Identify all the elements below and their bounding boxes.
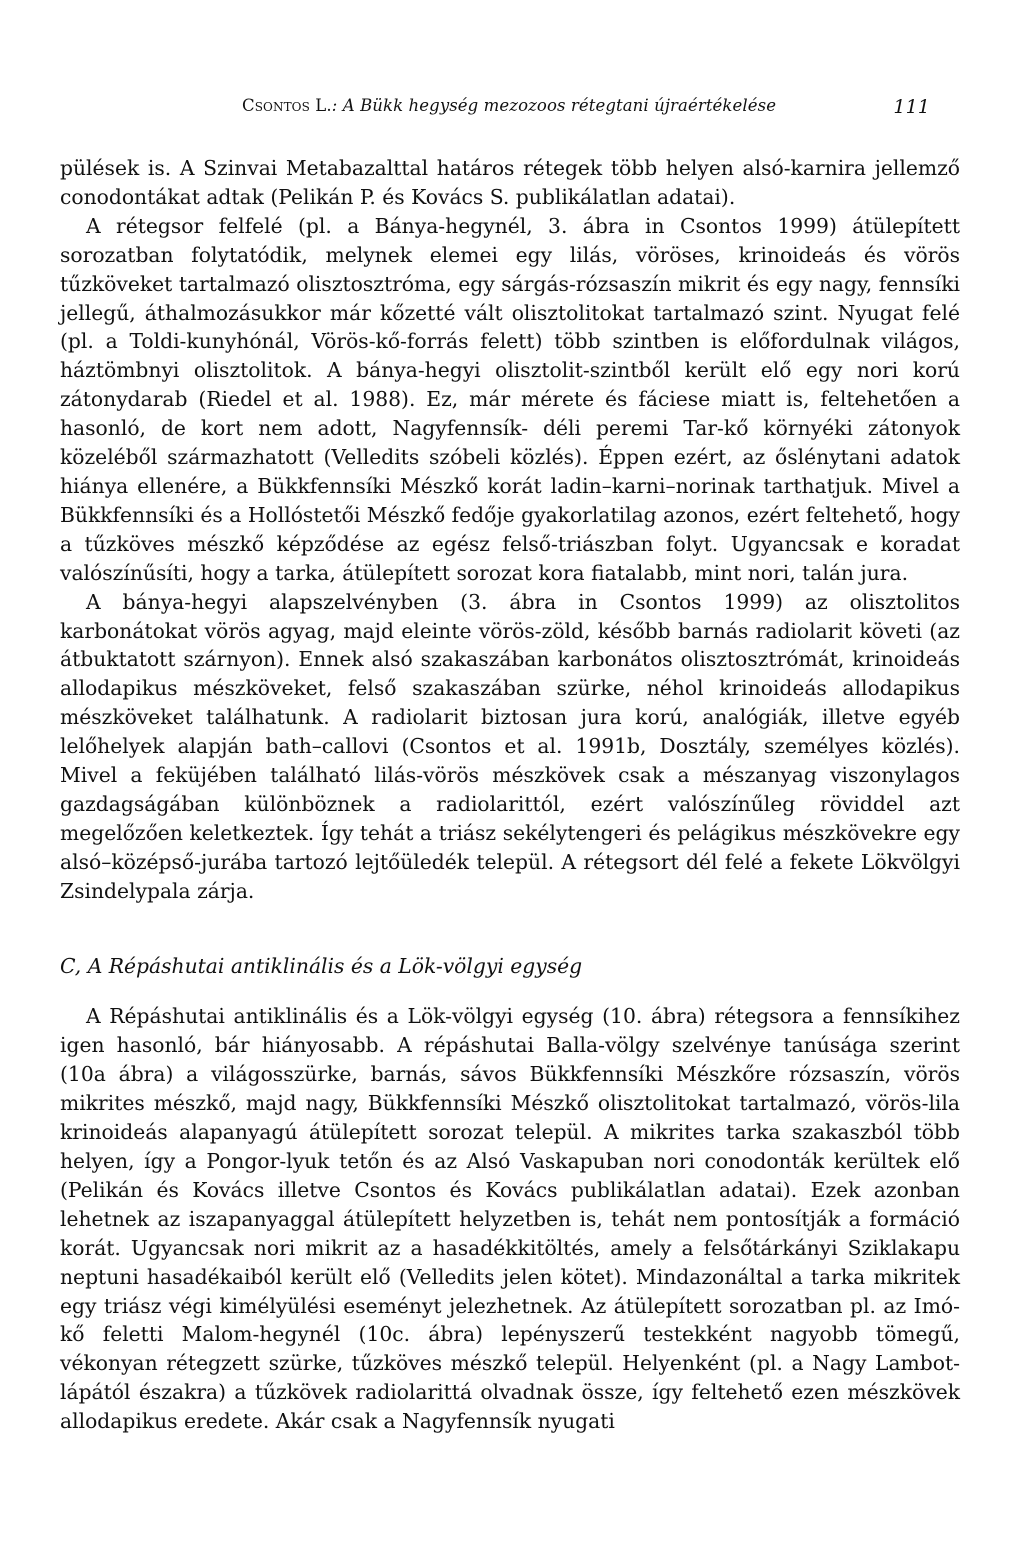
section-heading: C, A Répáshutai antiklinális és a Lök-völgyi egység bbox=[60, 953, 583, 978]
header-title: : A Bükk hegység mezozoos rétegtani újraértékelése bbox=[331, 96, 777, 115]
running-header bbox=[60, 84, 960, 118]
paragraph-continuation: pülések is. A Szinvai Metabazalttal határos rétegek több helyen alsó-karnira jellemző conodontákat adtak (Pelikán P. és Kovács S. publikálatlan adatai). bbox=[60, 156, 960, 209]
paragraph: A rétegsor felfelé (pl. a Bánya-hegynél, 3. ábra in Csontos 1999) átülepített sorozatban folytatódik, melynek elemei egy lilás, vöröses, krinoideás és vörös tűzköveket tartalmazó olisztosztróma, egy sárgás-rózsaszín mikrit és egy nagy, fennsíki jellegű, áthalmozásukkor már kőzetté vált olisztolitokat tartalmazó szint. Nyugat felé (pl. a Toldi-kunyhónál, Vörös-kő-forrás felett) több szintben is előfordulnak világos, háztömbnyi olisztolitok. A bánya-hegyi olisztolit-szintből került elő egy nori korú zátonydarab (Riedel et al. 1988). Ez, már mérete és fáciese miatt is, feltehetően a hasonló, de kort nem adott, Nagyfennsík- déli peremi Tar-kő környéki zátonyok közeléből származhatott (Velledits szóbeli közlés). Éppen ezért, az őslénytani adatok hiánya ellenére, a Bükkfennsíki Mészkő korát ladin–karni–norinak tarthatjuk. Mivel a Bükkfennsíki és a Hollóstetői Mészkő fedője gyakorlatilag azonos, ezért feltehető, hogy a tűzköves mészkő képződése az egész felső-triászban folyt. Ugyancsak e koradat valószínűsíti, hogy a tarka, átülepített sorozat kora fiatalabb, mint nori, talán jura. bbox=[60, 213, 960, 585]
section-body-text bbox=[60, 1002, 960, 1436]
paragraph: A bánya-hegyi alapszelvényben (3. ábra in Csontos 1999) az olisztolitos karbonátokat vörös agyag, majd eleinte vörös-zöld, később barnás radiolarit követi (az átbuktatott szárnyon). Ennek alsó szakaszában karbonátos olisztosztrómát, krinoideás allodapikus mészköveket, felső szakaszában szürke, néhol krinoideás allodapikus mészköveket találhatunk. A radiolarit biztosan jura korú, analógiák, illetve egyéb lelőhelyek alapján bath–callovi (Csontos et al. 1991b, Dosztály, személyes közlés). Mivel a feküjében található lilás-vörös mészkövek csak a mészanyag viszonylagos gazdagságában különböznek a radiolarittól, ezért valószínűleg röviddel azt megelőzően keletkeztek. Így tehát a triász sekélytengeri és pelágikus mészkövekre egy alsó–középső-jurába tartozó lejtőüledék települ. A rétegsort dél felé a fekete Lökvölgyi Zsindelypala zárja. bbox=[60, 589, 960, 903]
paragraph: A Répáshutai antiklinális és a Lök-völgyi egység (10. ábra) rétegsora a fennsíkihez igen hasonló, bár hiányosabb. A répáshutai Balla-völgy szelvénye tanúsága szerint (10a ábra) a világosszürke, barnás, sávos Bükkfennsíki Mészkőre rózsaszín, vörös mikrites mészkő, majd nagy, Bükkfennsíki Mészkő olisztolitokat tartalmazó, vörös-lila krinoideás alapanyagú átülepített sorozat települ. A mikrites tarka szakaszból több helyen, így a Pongor-lyuk tetőn és az Alsó Vaskapuban nori conodonták kerültek elő (Pelikán és Kovács illetve Csontos és Kovács publikálatlan adatai). Ezek azonban lehetnek az iszapanyaggal átülepített helyzetben is, tehát nem pontosítják a formáció korát. Ugyancsak nori mikrit az a hasadékkitöltés, amely a felsőtárkányi Sziklakapu neptuni hasadékaiból került elő (Velledits jelen kötet). Mindazonáltal a tarka mikritek egy triász végi kimélyülési eseményt jelezhetnek. Az átülepített sorozatban pl. az Imó-kő feletti Malom-hegynél (10c. ábra) lepényszerű testekként nagyobb tömegű, vékonyan rétegzett szürke, tűzköves mészkő települ. Helyenként (pl. a Nagy Lambot-lápától északra) a tűzkövek radiolarittá olvadnak össze, így feltehető ezen mészkövek allodapikus eredete. Akár csak a Nagyfennsík nyugati bbox=[60, 1004, 960, 1434]
page bbox=[60, 84, 960, 1436]
header-author: Csontos L. bbox=[242, 96, 332, 115]
running-title bbox=[242, 96, 776, 115]
body-text bbox=[60, 154, 960, 906]
page-number: 111 bbox=[893, 96, 930, 118]
